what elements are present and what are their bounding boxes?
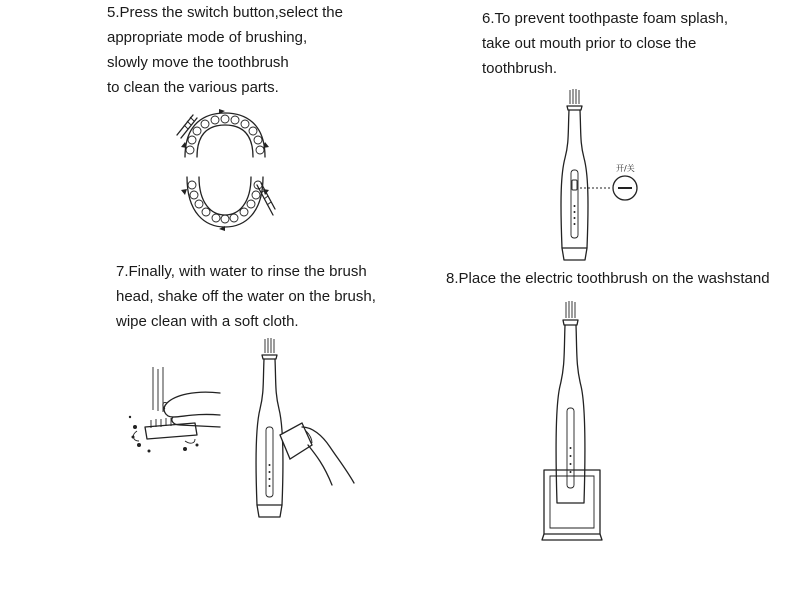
- step-8-text: [446, 266, 770, 291]
- toothbrush-stand-icon: [538, 298, 618, 543]
- step-6-line: 6.To prevent toothpaste foam splash,: [482, 10, 728, 27]
- step-5-line: slowly move the toothbrush: [107, 54, 289, 71]
- toothbrush-switch-icon: [550, 88, 650, 263]
- step-6-line: toothbrush.: [482, 60, 558, 77]
- toothbrush-cloth-icon: [250, 335, 360, 520]
- step-6-text: [482, 6, 728, 81]
- step-7-line: wipe clean with a soft cloth.: [116, 313, 299, 330]
- step-7-line: 7.Finally, with water to rinse the brush: [116, 263, 367, 280]
- step-7-text: [116, 259, 376, 334]
- step-7-line: head, shake off the water on the brush,: [116, 288, 376, 305]
- teeth-diagram-icon: [175, 105, 275, 235]
- step-8-line: 8.Place the electric toothbrush on the washstand: [446, 270, 770, 287]
- step-5-text: [107, 0, 343, 100]
- rinse-hand-icon: [125, 365, 225, 465]
- step-6-line: take out mouth prior to close the: [482, 35, 697, 52]
- step-5-line: 5.Press the switch button,select the: [107, 4, 343, 21]
- switch-label: 开/关: [616, 164, 635, 173]
- step-5-line: appropriate mode of brushing,: [107, 29, 308, 46]
- step-5-line: to clean the various parts.: [107, 79, 279, 96]
